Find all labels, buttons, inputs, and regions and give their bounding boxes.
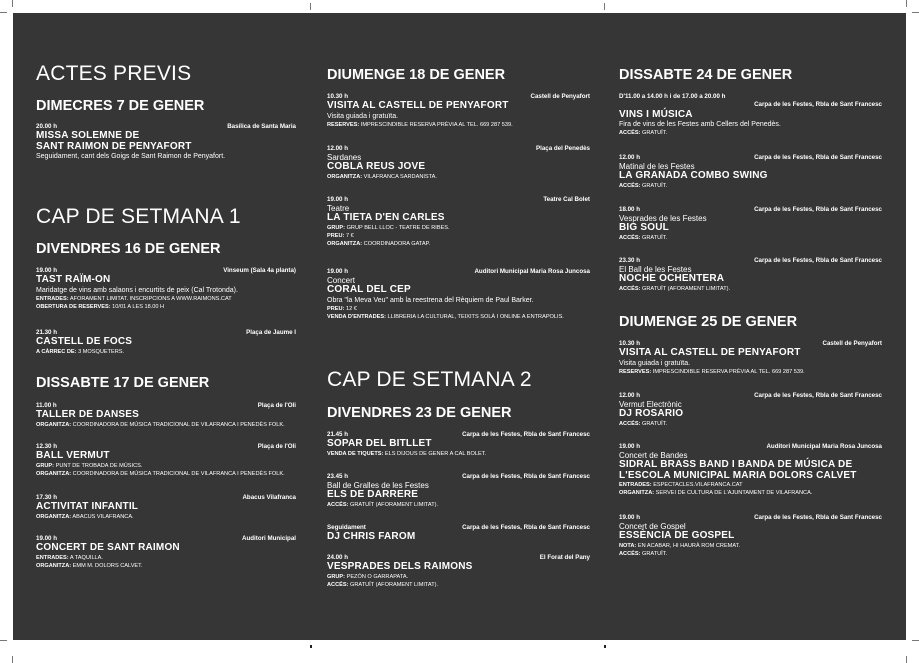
event-description: Seguidament, cant dels Goigs de Sant Raimon de Penyafort.: [36, 153, 226, 161]
day-heading: DIUMENGE 18 DE GENER: [327, 67, 506, 83]
event-title: VESPRADES DELS RAIMONS: [327, 561, 473, 573]
event-note: [327, 224, 590, 232]
event-note: [327, 573, 590, 581]
note-text: ORGANITZA:: [36, 513, 72, 520]
event: [36, 267, 296, 311]
event-time: 23.45 h: [327, 473, 348, 480]
note-text: ABACUS VILAFRANCA.: [71, 513, 134, 520]
event-place: Carpa de les Festes, Rbla de Sant Francesc: [754, 392, 882, 399]
event-title: SANT RAIMON DE PENYAFORT: [36, 140, 192, 152]
note-text: ENTRADES:: [36, 554, 69, 561]
event-time: 19.00 h: [327, 196, 348, 203]
event-time: 21.30 h: [36, 329, 57, 336]
section-title: CAP DE SETMANA 1: [36, 205, 241, 228]
day-heading: DISSABTE 17 DE GENER: [36, 375, 210, 391]
event-time: 12.00 h: [619, 392, 640, 399]
note-text: GRUP:: [327, 573, 346, 580]
note-text: NOTA:: [619, 542, 637, 549]
event-header: [619, 443, 882, 451]
event: [327, 93, 590, 129]
note-text: ACCÉS:: [327, 581, 349, 588]
event-note: [327, 173, 590, 181]
note-text: GRATUÏT (AFORAMENT LIMITAT).: [640, 285, 731, 292]
event-time: 19.00 h: [619, 514, 640, 521]
event-title: VISITA AL CASTELL DE PENYAFORT: [619, 347, 801, 359]
event-note: [327, 581, 590, 589]
event: [619, 514, 882, 558]
event-place: Plaça de Jaume I: [246, 329, 296, 336]
event-note: [36, 295, 296, 303]
event: [327, 554, 590, 589]
fold-mark: [604, 3, 605, 10]
event-note: [327, 313, 590, 321]
note-text: RESERVES:: [619, 368, 652, 375]
event-note: [619, 285, 882, 293]
event-note: [619, 420, 882, 428]
event-place: Abacus Vilafranca: [242, 494, 296, 501]
crop-mark: [0, 640, 7, 641]
event-title: TALLER DE DANSES: [36, 409, 140, 421]
note-text: GRATUÏT.: [640, 550, 668, 557]
event-description: Visita guiada i gratuïta.: [619, 359, 691, 367]
event-title: SOPAR DEL BITLLET: [327, 438, 432, 450]
event-note: [619, 368, 882, 376]
event-category: Concert de Gospel: [619, 522, 686, 532]
event-place: Teatre Cal Bolet: [543, 196, 590, 203]
event-time: 11.00 h: [36, 402, 57, 409]
event-time: 24.00 h: [327, 554, 348, 561]
note-text: GRATUÏT (AFORAMENT LIMITAT).: [348, 501, 439, 508]
event-place: Carpa de les Festes, Rbla de Sant Francesc: [754, 257, 882, 264]
note-text: AFORAMENT LIMITAT. INSCRIPCIONS A WWW.RAIMONS.CAT: [68, 295, 232, 302]
event-place: Basílica de Santa Maria: [227, 123, 296, 130]
day-heading: DISSABTE 24 DE GENER: [619, 67, 793, 83]
note-text: A CÀRREC DE:: [36, 348, 77, 355]
event-header: [619, 257, 882, 265]
event: [36, 329, 296, 356]
note-text: VILAFRANCA SARDANISTA.: [362, 173, 437, 180]
event-description: Visita guiada i gratuïta.: [327, 112, 399, 120]
note-text: ACCÉS:: [619, 550, 641, 557]
day-heading: DIVENDRES 16 DE GENER: [36, 241, 221, 257]
event-place: Castell de Penyafort: [530, 93, 590, 100]
event-place: Plaça del Penedès: [536, 145, 590, 152]
note-text: VENDA DE TIQUETS:: [327, 450, 384, 457]
event-place: Carpa de les Festes, Rbla de Sant Francesc: [462, 524, 590, 531]
event-title: MISSA SOLEMNE DE: [36, 130, 140, 142]
event-time: Seguidament: [327, 524, 366, 531]
event-category: Teatre: [327, 204, 350, 214]
event-note: [36, 562, 296, 570]
note-text: IMPRESCINDIBLE RESERVA PRÈVIA AL TEL. 669 287 539.: [359, 121, 513, 128]
note-text: LLIBRERIA LA CULTURAL, TEIXITS SOLÀ I ONLINE A ENTRAPOLIS.: [385, 313, 564, 320]
event-place: Auditori Municipal: [242, 535, 296, 542]
note-text: 7 €: [344, 232, 354, 239]
note-text: ACCÉS:: [619, 234, 641, 241]
note-text: PUNT DE TROBADA DE MÚSICS.: [54, 462, 143, 469]
event-note: [36, 462, 296, 470]
event-title: VINS I MÚSICA: [619, 108, 693, 120]
event-header: [327, 473, 590, 481]
event-header: [619, 154, 882, 162]
note-text: GRUP:: [36, 462, 55, 469]
event: [36, 535, 296, 570]
event-title: COBLA REUS JOVE: [327, 161, 426, 173]
note-text: COORDINADORA GATAP.: [362, 240, 431, 247]
fold-mark: [310, 645, 312, 648]
event: [327, 145, 590, 181]
fold-mark: [604, 645, 606, 648]
event-category: Ball de Gralles de les Festes: [327, 481, 429, 491]
note-text: EN ACABAR, HI HAURÀ ROM CREMAT.: [636, 542, 741, 549]
event: [619, 257, 882, 293]
event-note: [619, 234, 882, 242]
event: [327, 473, 590, 509]
event: [619, 392, 882, 428]
event-note: [36, 348, 296, 356]
event: [36, 494, 296, 521]
event-note: [619, 542, 882, 550]
event: [619, 93, 882, 137]
note-text: GRATUÏT (AFORAMENT LIMITAT).: [348, 581, 439, 588]
event-header: [619, 392, 882, 400]
event-place: Plaça de l'Oli: [257, 402, 296, 409]
note-text: 3 MOSQUETERS.: [76, 348, 125, 355]
program-sheet: [13, 13, 906, 640]
note-text: ORGANITZA:: [36, 421, 72, 428]
event-category: Vermut Electrònic: [619, 400, 682, 410]
event-time: D'11.00 a 14.00 h i de 17.00 a 20.00 h: [619, 93, 726, 100]
event-header: [327, 145, 590, 153]
event-note: [36, 303, 296, 311]
note-text: ACCÉS:: [619, 182, 641, 189]
event: [36, 443, 296, 478]
note-text: GRATUÏT.: [640, 234, 668, 241]
event-time: 19.00 h: [36, 267, 57, 274]
note-text: ORGANITZA:: [36, 562, 72, 569]
note-text: GRUP BELL LLOC - TEATRE DE RIBES.: [345, 224, 450, 231]
event-header: [327, 196, 590, 204]
note-text: GRATUÏT.: [640, 420, 668, 427]
event-place: Carpa de les Festes, Rbla de Sant Francesc: [754, 514, 882, 521]
event-place: Carpa de les Festes, Rbla de Sant Francesc: [462, 473, 590, 480]
event-description: Maridatge de vins amb salaons i encurtits de peix (Cal Trotonda).: [36, 286, 238, 294]
note-text: COORDINADORA DE MÚSICA TRADICIONAL DE VILAFRANCA I PENEDÈS FOLK.: [71, 421, 285, 428]
event-time: 12.30 h: [36, 443, 57, 450]
crop-mark: [12, 656, 13, 663]
event-note: [619, 550, 882, 558]
note-text: GRATUÏT.: [640, 182, 668, 189]
event: [327, 431, 590, 458]
event-title: ACTIVITAT INFANTIL: [36, 501, 139, 513]
note-text: 12 €: [344, 305, 357, 312]
event-note: [619, 129, 882, 137]
event-category: Vesprades de les Festes: [619, 214, 707, 224]
note-text: ELS DIJOUS DE GENER A CAL BOLET.: [383, 450, 487, 457]
event: [327, 196, 590, 248]
crop-mark: [906, 656, 907, 663]
event-place: Vinseum (Sala 4a planta): [223, 267, 296, 274]
note-text: A TAQUILLA.: [68, 554, 103, 561]
event-category: Concert de Bandes: [619, 451, 688, 461]
note-text: RESERVES:: [327, 121, 360, 128]
note-text: ESPECTACLES.VILAFRANCA.CAT: [651, 482, 743, 489]
note-text: ACCÉS:: [327, 501, 349, 508]
event-time: 10.30 h: [619, 340, 640, 347]
event-time: 19.00 h: [327, 268, 348, 275]
event-time: 19.00 h: [36, 535, 57, 542]
note-text: IMPRESCINDIBLE RESERVA PRÈVIA AL TEL. 669 287 539.: [651, 368, 805, 375]
event-place: Carpa de les Festes, Rbla de Sant Francesc: [754, 206, 882, 213]
event-place: Carpa de les Festes, Rbla de Sant Francesc: [754, 154, 882, 161]
event-note: [36, 421, 296, 429]
event-time: 17.30 h: [36, 494, 57, 501]
note-text: ACCÉS:: [619, 130, 641, 137]
event-time: 18.00 h: [619, 206, 640, 213]
event-time: 23.30 h: [619, 257, 640, 264]
event-note: [619, 182, 882, 190]
event-title: LA GRANADA COMBO SWING: [619, 170, 768, 182]
event-title: NOCHE OCHENTERA: [619, 273, 725, 285]
event: [619, 206, 882, 242]
event-note: [36, 513, 296, 521]
note-text: ORGANITZA:: [619, 490, 655, 497]
note-text: COORDINADORA DE MÚSICA TRADICIONAL DE VILAFRANCA I PENEDÈS FOLK.: [71, 470, 285, 477]
note-text: ENTRADES:: [36, 295, 69, 302]
event-description: Obra "la Meva Veu" amb la reestrena del Rèquiem de Paul Barker.: [327, 296, 534, 304]
note-text: 10/01 A LES 18.00 H: [110, 303, 165, 310]
note-text: VENDA D'ENTRADES:: [327, 313, 386, 320]
event-place: Castell de Penyafort: [822, 340, 882, 347]
event-note: [36, 470, 296, 478]
event-note: [327, 121, 590, 129]
event-note: [327, 450, 590, 458]
note-text: PREU:: [327, 305, 345, 312]
event-title: ESSÈNCIA DE GOSPEL: [619, 530, 735, 542]
event-note: [619, 481, 882, 489]
note-text: ACCÉS:: [619, 420, 641, 427]
event-note: [619, 489, 882, 497]
event: [619, 340, 882, 376]
event-title: TAST RAÏM-ON: [36, 274, 111, 286]
event-category: Concert: [327, 276, 356, 286]
event-note: [327, 501, 590, 509]
event-header: [327, 268, 590, 276]
day-heading: DIVENDRES 23 DE GENER: [327, 405, 512, 421]
section-title: ACTES PREVIS: [36, 62, 192, 85]
event: [619, 443, 882, 497]
event-note: [327, 240, 590, 248]
event-header: [619, 93, 882, 101]
event-category: Matinal de les Festes: [619, 162, 695, 172]
note-text: EMM M. DOLORS CALVET.: [71, 562, 143, 569]
event: [36, 123, 296, 161]
crop-mark: [12, 0, 13, 7]
note-text: ORGANITZA:: [327, 173, 363, 180]
event-category: El Ball de les Festes: [619, 265, 692, 275]
event-header: [619, 514, 882, 522]
event-time: 12.00 h: [619, 154, 640, 161]
event-time: 21.45 h: [327, 431, 348, 438]
event: [36, 402, 296, 429]
event-category: Sardanes: [327, 153, 362, 163]
event-note: [36, 554, 296, 562]
crop-mark: [0, 12, 7, 13]
event-place: Carpa de les Festes, Rbla de Sant Francesc: [462, 431, 590, 438]
event: [619, 154, 882, 190]
event-title: DJ CHRIS FAROM: [327, 531, 416, 543]
note-text: ORGANITZA:: [36, 470, 72, 477]
event: [327, 524, 590, 543]
note-text: GRUP:: [327, 224, 346, 231]
event: [327, 268, 590, 321]
section-title: CAP DE SETMANA 2: [327, 368, 532, 391]
event-title: CORAL DEL CEP: [327, 284, 411, 296]
event-time: 10.30 h: [327, 93, 348, 100]
event-place: Plaça de l'Oli: [257, 443, 296, 450]
event-title: VISITA AL CASTELL DE PENYAFORT: [327, 100, 509, 112]
event-title: LA TIETA D'EN CARLES: [327, 212, 445, 224]
event-description: Fira de vins de les Festes amb Cellers del Penedès.: [619, 121, 781, 129]
note-text: GRATUÏT.: [640, 130, 668, 137]
crop-mark: [912, 12, 919, 13]
event-place: El Forat del Pany: [539, 554, 590, 561]
event-note: [327, 305, 590, 313]
note-text: PREU:: [327, 232, 345, 239]
event-time: 19.00 h: [619, 443, 640, 450]
event-title: ELS DE DARRERE: [327, 489, 419, 501]
day-heading: DIMECRES 7 DE GENER: [36, 98, 205, 114]
crop-mark: [912, 640, 919, 641]
event-title: CONCERT DE SANT RAIMON: [36, 542, 180, 554]
note-text: ENTRADES:: [619, 482, 652, 489]
fold-mark: [310, 3, 311, 10]
note-text: ACCÉS:: [619, 285, 641, 292]
day-heading: DIUMENGE 25 DE GENER: [619, 314, 798, 330]
event-title: L'ESCOLA MUNICIPAL MARIA DOLORS CALVET: [619, 469, 857, 481]
note-text: OBERTURA DE RESERVES:: [36, 303, 111, 310]
note-text: ORGANITZA:: [327, 240, 363, 247]
event-place: Auditori Municipal Maria Rosa Juncosa: [766, 443, 882, 450]
event-place: Auditori Municipal Maria Rosa Juncosa: [474, 268, 590, 275]
event-title: CASTELL DE FOCS: [36, 336, 133, 348]
event-place: Carpa de les Festes, Rbla de Sant Francesc: [754, 101, 882, 109]
event-title: BIG SOUL: [619, 222, 669, 234]
crop-mark: [906, 0, 907, 7]
event-title: DJ ROSARIO: [619, 408, 684, 420]
event-header: [619, 206, 882, 214]
event-title: BALL VERMUT: [36, 450, 110, 462]
event-time: 20.00 h: [36, 123, 57, 130]
event-title: SIDRAL BRASS BAND I BANDA DE MÚSICA DE: [619, 459, 853, 471]
note-text: PEZÓN O GARRAPATA.: [345, 573, 409, 580]
note-text: SERVEI DE CULTURA DE L'AJUNTAMENT DE VILAFRANCA.: [654, 490, 813, 497]
event-time: 12.00 h: [327, 145, 348, 152]
event-note: [327, 232, 590, 240]
